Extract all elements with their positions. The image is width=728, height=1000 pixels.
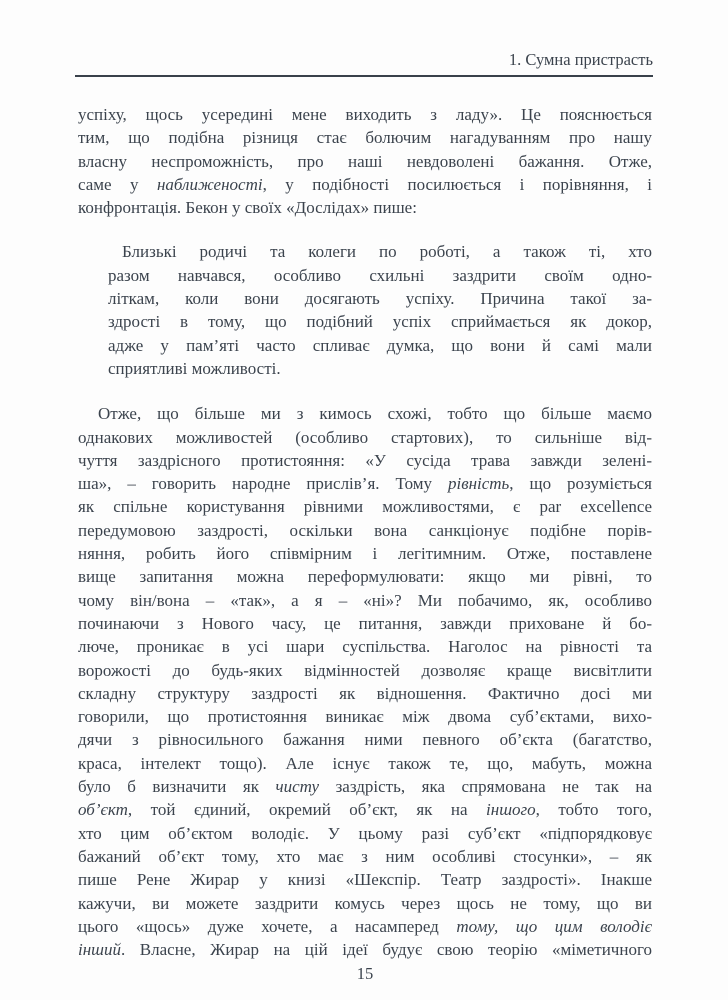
text-run: успіху, щось усередині мене виходить з ладу». Це пояснюється [78, 105, 652, 124]
text-run: було б визначити як [78, 777, 276, 797]
emphasized-text: рівність [447, 474, 510, 494]
text-run: чуття заздрісного протистояння: «У сусіда трава завжди зелені- [78, 450, 652, 470]
text-run: бажаний об’єкт тому, хто має з ним особливі стосунки», – як [78, 846, 652, 866]
emphasized-text: об’єкт [78, 800, 128, 820]
text-line [78, 845, 652, 868]
text-line [108, 357, 652, 380]
running-header: 1. Сумна пристрасть [75, 50, 653, 77]
text-run: люче, проникає в усі шари суспільства. Наголос на рівності та [78, 637, 652, 657]
text-line [78, 103, 652, 126]
text-run: заздрість, яка спрямована не так на [319, 777, 652, 797]
text-line [108, 287, 652, 310]
text-line [78, 752, 652, 775]
text-run: кажучи, ви можете заздрити комусь через щось не тому, що ви [78, 893, 652, 913]
text-run: , у подібності посилюється і порівняння, і [262, 174, 652, 194]
text-run: адже у пам’яті часто спливає думка, що вони й самі мали [108, 335, 652, 355]
text-line [78, 915, 652, 938]
text-line [78, 150, 652, 173]
text-run: здрості в тому, що подібний успіх сприймається як докор, [108, 312, 652, 332]
text-run: , що розуміється [509, 474, 652, 494]
text-run: краса, інтелект тощо). Але існує також те, що, мабуть, можна [78, 753, 652, 773]
text-line [78, 449, 652, 472]
text-line [108, 334, 652, 357]
text-run: власну неспроможність, про наші невдоволені бажання. Отже, [78, 151, 652, 171]
text-run: хто цим об’єктом володіє. У цьому разі суб’єкт «підпорядковує [78, 823, 652, 843]
text-run: говорили, що протистояння виникає між двома суб’єктами, вихо- [78, 707, 652, 727]
text-run: сприятливі можливості. [108, 358, 281, 378]
text-line [78, 705, 652, 728]
page-number: 15 [356, 964, 374, 983]
text-line [78, 565, 652, 588]
text-run: , тобто того, [535, 800, 652, 820]
text-line [78, 173, 652, 196]
text-line [78, 402, 652, 425]
text-line [78, 495, 652, 518]
text-run: Отже, що більше ми з кимось схожі, тобто що більше маємо [98, 404, 652, 424]
text-run: складну структуру заздрості як відношення. Фактично досі ми [78, 683, 652, 703]
text-line [78, 472, 652, 495]
text-run: няння, робить його співмірним і легітимним. Отже, поставлене [78, 544, 652, 564]
text-run: конфронтація. Бекон у своїх «Дослідах» пише: [78, 198, 417, 218]
text-line [78, 868, 652, 891]
paragraph [78, 103, 652, 219]
emphasized-text: наближеності [156, 174, 263, 194]
paragraph [78, 402, 652, 961]
text-run: ша», – говорить народне прислів’я. Тому [78, 474, 448, 494]
text-line [78, 635, 652, 658]
text-run: цього «щось» дуже хочете, а насамперед [78, 916, 457, 936]
text-line [108, 240, 652, 263]
text-line [108, 310, 652, 333]
text-run: вище запитання можна переформулювати: якщо ми рівні, то [78, 567, 652, 587]
emphasized-text: інший [78, 940, 121, 960]
text-line [78, 542, 652, 565]
text-block [78, 103, 652, 961]
text-run: пише Рене Жирар у книзі «Шекспір. Театр заздрості». Інакше [78, 870, 652, 890]
emphasized-text: іншого [486, 800, 536, 820]
text-line [78, 589, 652, 612]
text-line [78, 938, 652, 961]
text-run: починаючи з Нового часу, це питання, завжди приховане й бо- [78, 613, 652, 633]
text-line [78, 519, 652, 542]
text-line [78, 659, 652, 682]
text-run: тим, що подібна різниця стає болючим нагадуванням про нашу [78, 128, 652, 148]
text-line [78, 126, 652, 149]
text-line [78, 682, 652, 705]
text-run: , той єдиний, окремий об’єкт, як на [127, 800, 487, 820]
text-run: літкам, коли вони досягають успіху. Причина такої за- [108, 289, 652, 309]
text-run: як спільне користування рівними можливостями, є par excellence [78, 497, 652, 517]
text-line [78, 822, 652, 845]
text-run: чому він/вона – «так», а я – «ні»? Ми побачимо, як, особливо [78, 590, 652, 610]
text-run: . Власне, Жирар на цій ідеї будує свою теорію «міметичного [121, 940, 652, 960]
text-run: саме у [78, 174, 157, 194]
text-line [108, 264, 652, 287]
block-quote [108, 240, 652, 380]
text-run: ворожості до будь-яких відмінностей дозволяє краще висвітлити [78, 660, 652, 680]
text-line [78, 426, 652, 449]
text-line [78, 892, 652, 915]
text-line [78, 612, 652, 635]
text-line [78, 196, 652, 219]
text-run: Близькі родичі та колеги по роботі, а також ті, хто [122, 242, 652, 262]
emphasized-text: тому, що цим володіє [456, 916, 652, 936]
emphasized-text: чисту [275, 777, 320, 797]
text-line [78, 775, 652, 798]
text-run: передумовою заздрості, оскільки вона санкціонує подібне порів- [78, 520, 652, 540]
text-run: однакових можливостей (особливо стартових), то сильніше від- [78, 427, 652, 447]
text-run: разом навчався, особливо схильні заздрити своїм одно- [108, 265, 652, 285]
text-line [78, 728, 652, 751]
text-line [78, 798, 652, 821]
text-run: дячи з рівносильного бажання ними певного об’єкта (багатство, [78, 730, 652, 750]
